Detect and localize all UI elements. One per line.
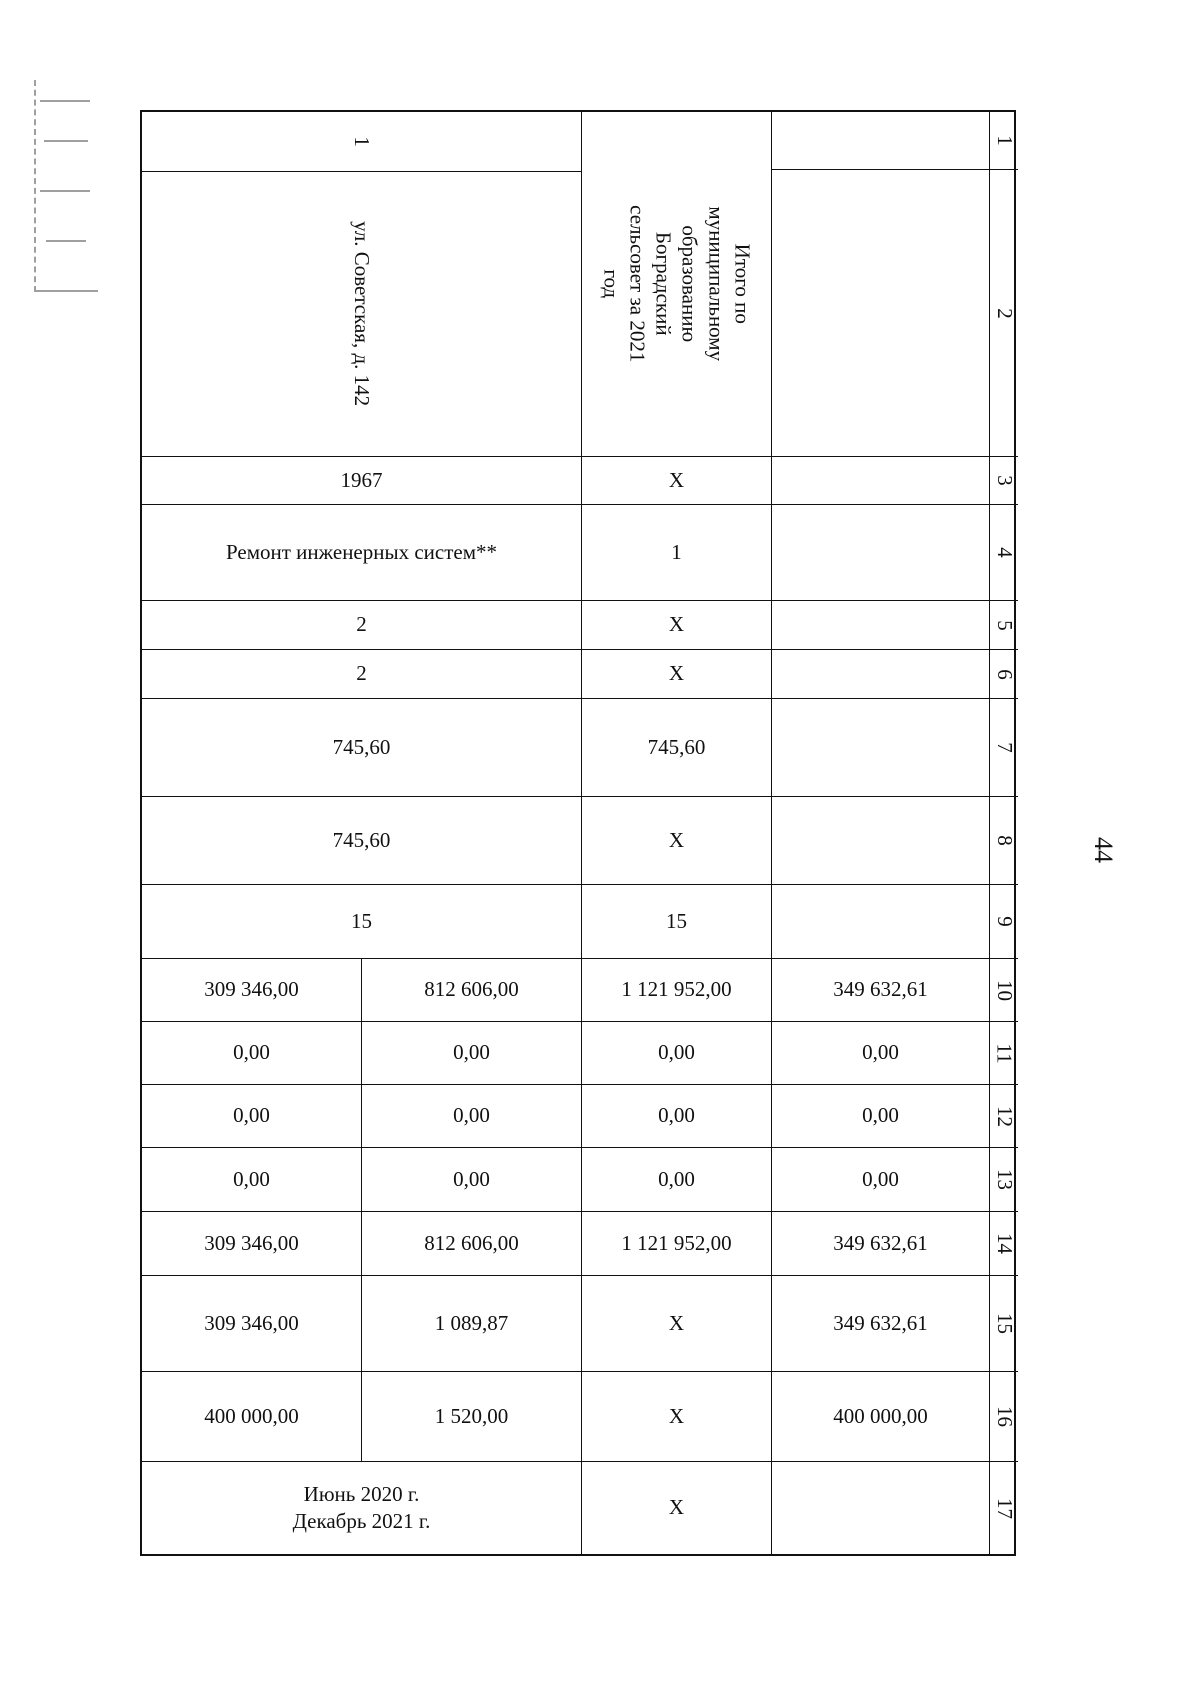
col-num-1: 1 [990,112,1018,170]
row6-mid: Х [582,650,772,699]
row10-mid: 1 121 952,00 [582,959,772,1022]
row12-mid: 0,00 [582,1085,772,1148]
row9-right [772,885,990,959]
row15-b: 1 089,87 [362,1276,582,1372]
row16-a: 400 000,00 [142,1372,362,1462]
row9-left: 15 [142,885,582,959]
row17-mid: Х [582,1462,772,1554]
row7-left: 745,60 [142,699,582,797]
row7-right [772,699,990,797]
header-total-cell [582,112,772,457]
header-index-cell [142,112,582,172]
row6-left: 2 [142,650,582,699]
address-text: ул. Советская, д. 142 [350,221,375,407]
row15-mid: Х [582,1276,772,1372]
row11-mid: 0,00 [582,1022,772,1085]
row5-left: 2 [142,601,582,650]
row4-mid: 1 [582,505,772,601]
col-num-13: 13 [990,1148,1018,1212]
row6-right [772,650,990,699]
row3-left: 1967 [142,457,582,505]
row14-right: 349 632,61 [772,1212,990,1276]
row13-mid: 0,00 [582,1148,772,1212]
row12-right: 0,00 [772,1085,990,1148]
row4-left: Ремонт инженерных систем** [142,505,582,601]
row13-a: 0,00 [142,1148,362,1212]
row8-left: 745,60 [142,797,582,885]
row4-right [772,505,990,601]
row16-right: 400 000,00 [772,1372,990,1462]
col-num-17: 17 [992,1497,1017,1519]
header-index-label: 1 [350,136,375,147]
row3-right [772,457,990,505]
row10-right: 349 632,61 [772,959,990,1022]
col-num-7: 7 [990,699,1018,797]
row10-a: 309 346,00 [142,959,362,1022]
row7-mid: 745,60 [582,699,772,797]
row11-b: 0,00 [362,1022,582,1085]
col-num-11: 11 [990,1022,1018,1085]
row14-mid: 1 121 952,00 [582,1212,772,1276]
header-total-label: Итого по муниципальному образованию Боградский сельсовет за 2021 год [599,205,755,363]
row5-right [772,601,990,650]
row12-a: 0,00 [142,1085,362,1148]
row13-right: 0,00 [772,1148,990,1212]
row14-b: 812 606,00 [362,1212,582,1276]
col-num-6: 6 [990,650,1018,699]
row9-mid: 15 [582,885,772,959]
col-num-5: 5 [990,601,1018,650]
row10-b: 812 606,00 [362,959,582,1022]
row12-b: 0,00 [362,1085,582,1148]
col-num-14: 14 [990,1212,1018,1276]
address-cell [142,172,582,457]
row14-a: 309 346,00 [142,1212,362,1276]
col-num-15: 15 [990,1276,1018,1372]
col-num-4: 4 [990,505,1018,601]
row13-b: 0,00 [362,1148,582,1212]
repair-table [140,110,1016,1556]
row17-left: Июнь 2020 г. Декабрь 2021 г. [142,1462,582,1554]
row3-mid: Х [582,457,772,505]
col-num-16: 16 [990,1372,1018,1462]
row8-mid: Х [582,797,772,885]
row16-b: 1 520,00 [362,1372,582,1462]
row11-right: 0,00 [772,1022,990,1085]
header-right-cell [772,170,990,457]
col-num-8: 8 [990,797,1018,885]
col-num-12: 12 [990,1085,1018,1148]
col-num-10: 10 [990,959,1018,1022]
row15-right: 349 632,61 [772,1276,990,1372]
row17-right [772,1462,990,1554]
row15-a: 309 346,00 [142,1276,362,1372]
registration-stamp [34,80,98,292]
row5-mid: Х [582,601,772,650]
page-number: 44 [1089,837,1118,863]
col-num-3: 3 [990,457,1018,505]
header-right-top-cell [772,112,990,170]
col-num-9: 9 [990,885,1018,959]
row8-right [772,797,990,885]
row11-a: 0,00 [142,1022,362,1085]
col-num-2: 2 [990,170,1018,457]
row16-mid: Х [582,1372,772,1462]
